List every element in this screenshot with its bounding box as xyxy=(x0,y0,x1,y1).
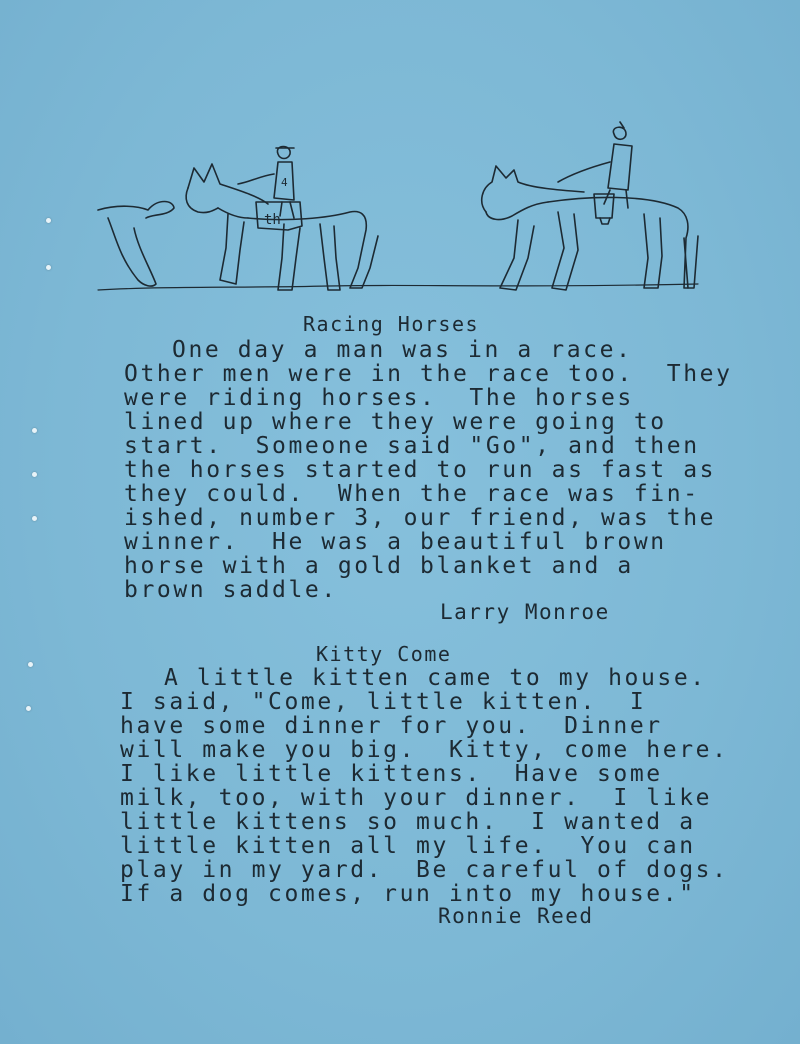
story-line: little kitten all my life. You can xyxy=(120,833,696,859)
punch-hole xyxy=(46,265,51,270)
punch-hole xyxy=(32,516,37,521)
story-line: were riding horses. The horses xyxy=(124,385,634,411)
story-line: winner. He was a beautiful brown xyxy=(124,529,667,555)
story-author: Larry Monroe xyxy=(440,600,610,624)
svg-text:th: th xyxy=(264,212,281,228)
story-line: Other men were in the race too. They xyxy=(124,361,733,387)
story-title: Racing Horses xyxy=(303,312,480,336)
story-line: lined up where they were going to xyxy=(124,409,667,435)
story-line: horse with a gold blanket and a xyxy=(124,553,634,579)
story-line: I like little kittens. Have some xyxy=(120,761,663,787)
story-title: Kitty Come xyxy=(316,642,452,666)
story-line: they could. When the race was fin- xyxy=(124,481,700,507)
story-line: One day a man was in a race. xyxy=(172,337,633,363)
story-line: A little kitten came to my house. xyxy=(164,665,707,691)
story-line: play in my yard. Be careful of dogs. xyxy=(120,857,729,883)
story-line: ished, number 3, our friend, was the xyxy=(124,505,717,531)
punch-hole xyxy=(32,428,37,433)
story-line: If a dog comes, run into my house." xyxy=(120,881,696,907)
left-horse-drawing xyxy=(98,147,378,291)
horses-illustration xyxy=(88,118,706,298)
story-line: milk, too, with your dinner. I like xyxy=(120,785,713,811)
punch-hole xyxy=(28,662,33,667)
story-line: have some dinner for you. Dinner xyxy=(120,713,663,739)
story-line: the horses started to run as fast as xyxy=(124,457,717,483)
right-horse-drawing xyxy=(482,122,698,290)
story-line: little kittens so much. I wanted a xyxy=(120,809,696,835)
two-racing-horses-with-jockeys-drawing xyxy=(88,118,706,298)
story-line: I said, "Come, little kitten. I xyxy=(120,689,647,715)
svg-text:4: 4 xyxy=(281,176,288,189)
story-author: Ronnie Reed xyxy=(438,904,594,928)
story-line: start. Someone said "Go", and then xyxy=(124,433,700,459)
punch-hole xyxy=(46,218,51,223)
punch-hole xyxy=(32,472,37,477)
punch-hole xyxy=(26,706,31,711)
story-line: will make you big. Kitty, come here. xyxy=(120,737,729,763)
story-line: brown saddle. xyxy=(124,577,338,603)
